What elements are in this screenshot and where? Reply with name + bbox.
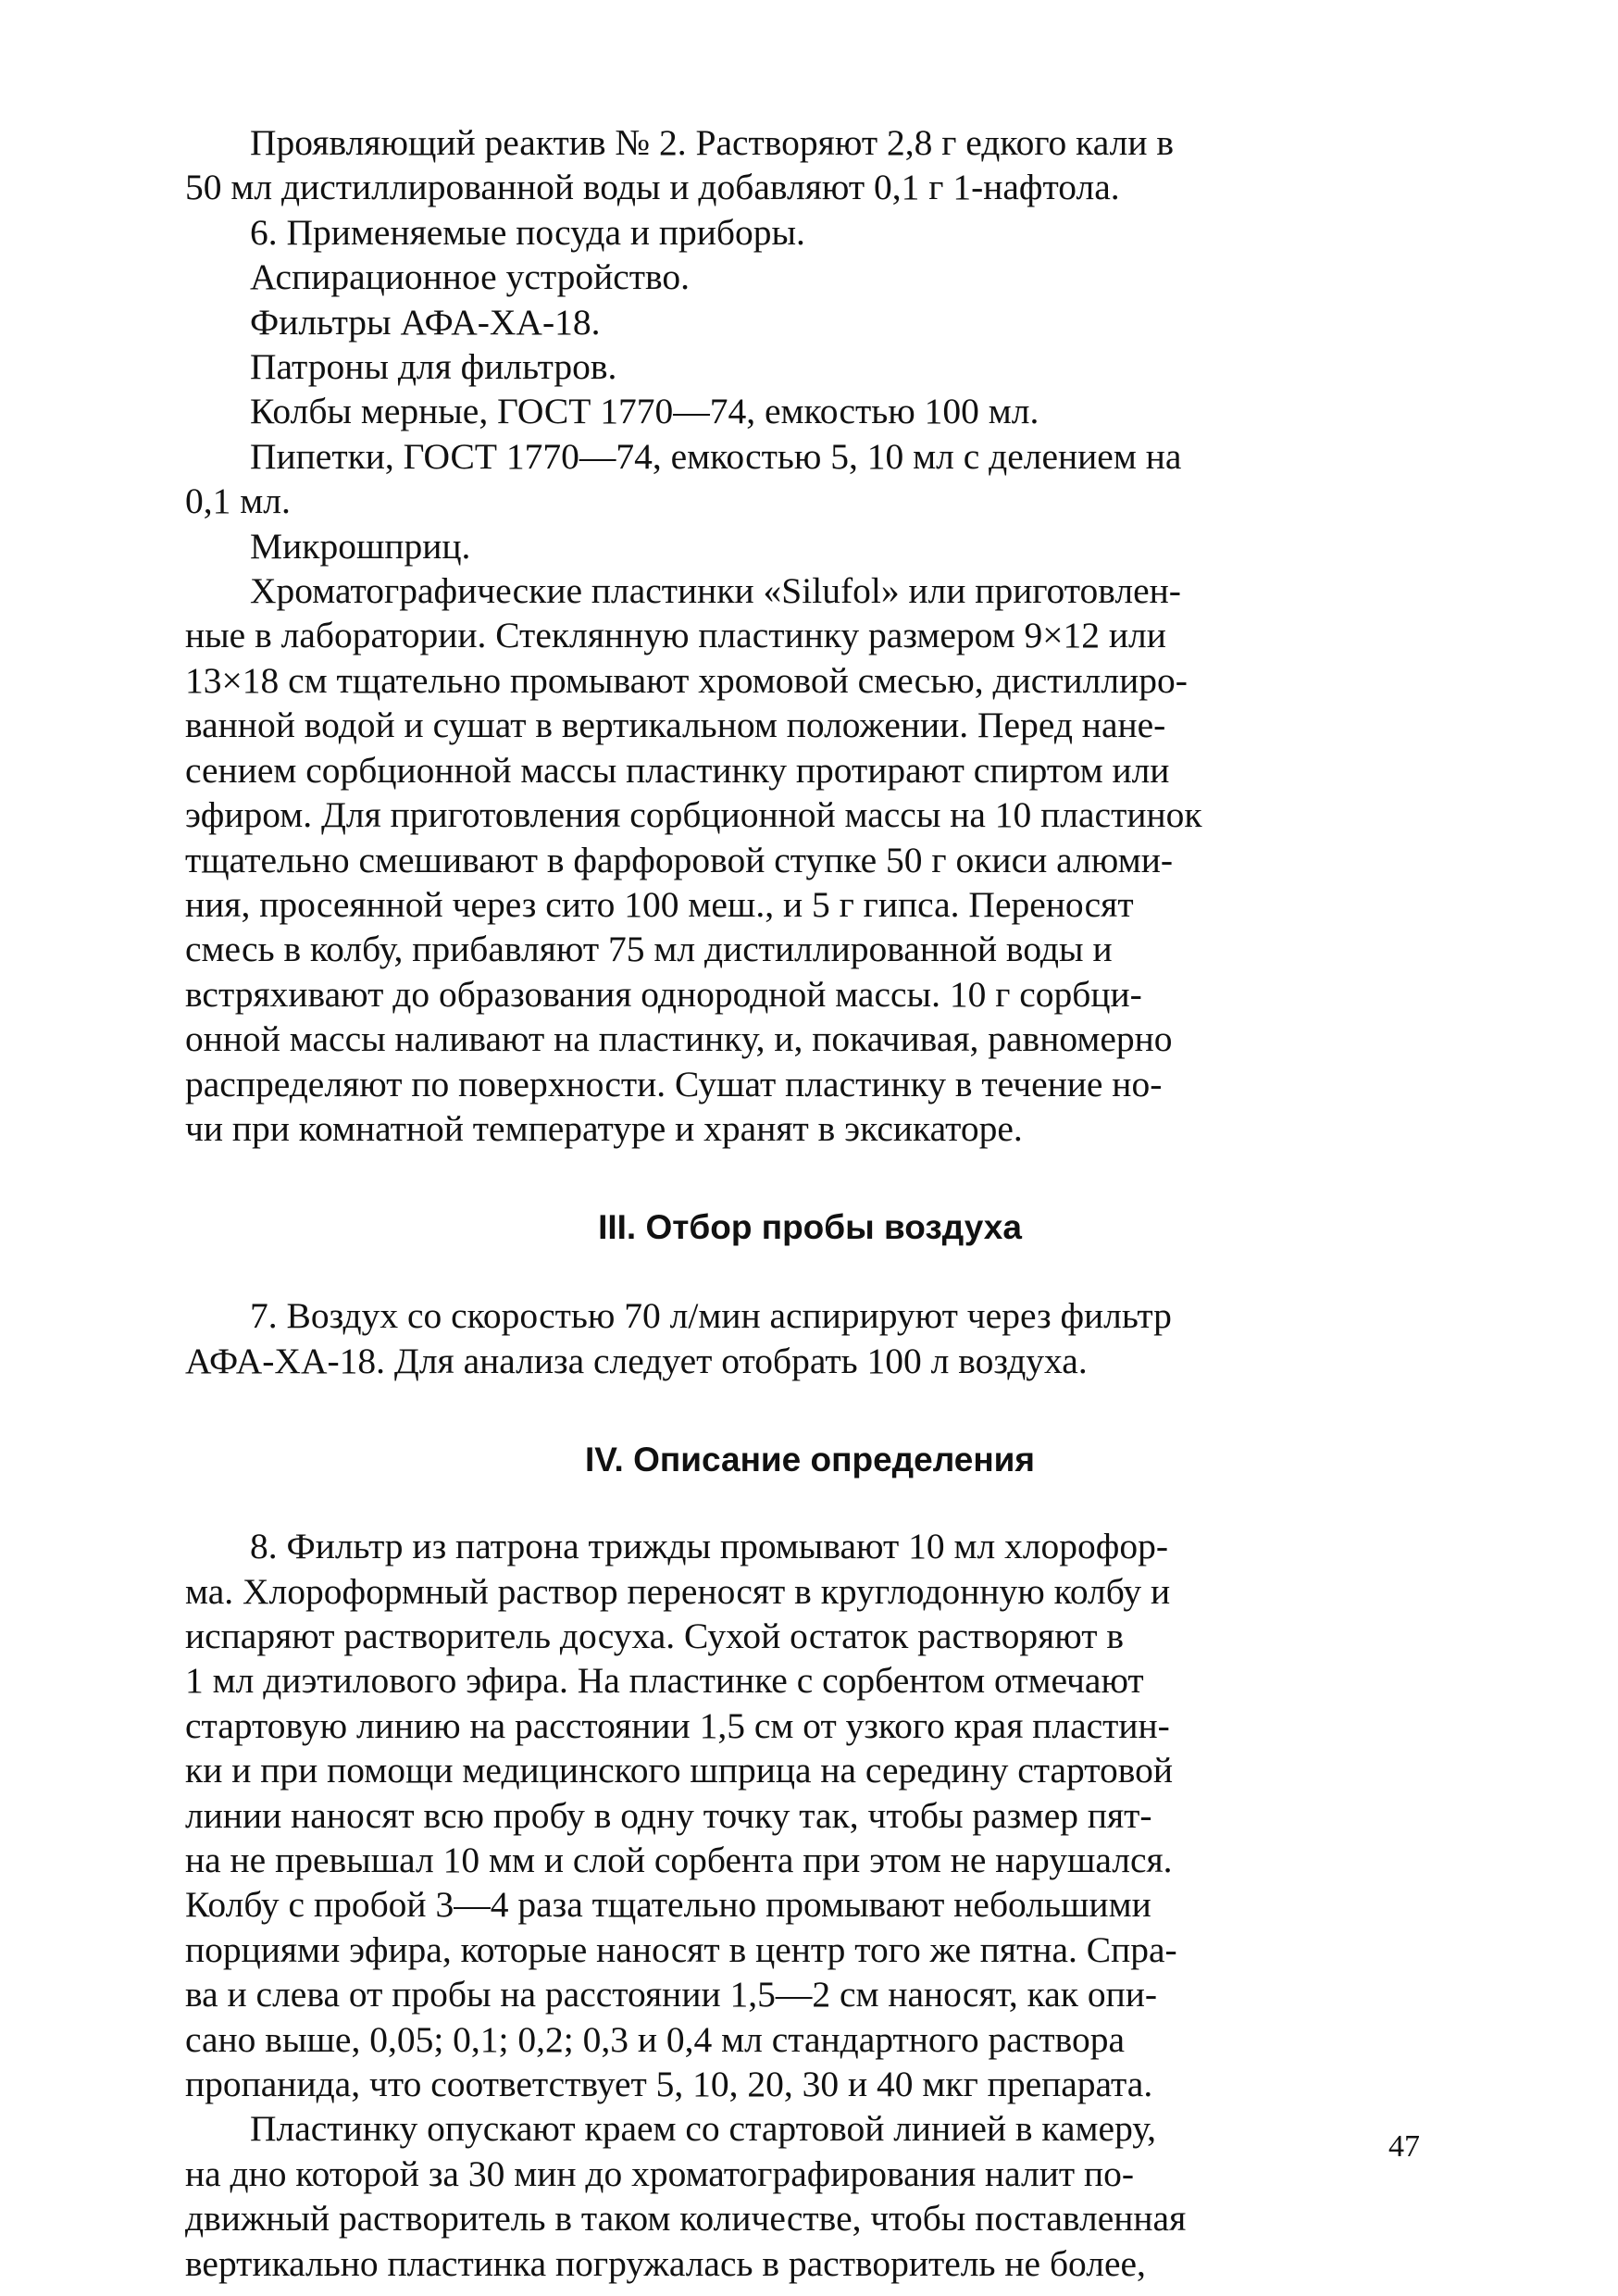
text-line: движный растворитель в таком количестве, чтобы поставленная [185, 2198, 1187, 2240]
section-heading-3: III. Отбор пробы воздуха [598, 1208, 1022, 1247]
text-line: порциями эфира, которые наносят в центр того же пятна. Спра- [185, 1928, 1177, 1970]
text-line: 6. Применяемые посуда и приборы. [250, 211, 805, 253]
text-line: ва и слева от пробы на расстоянии 1,5—2 см наносят, как опи- [185, 1974, 1158, 2015]
text-line: эфиром. Для приготовления сорбционной массы на 10 пластинок [185, 794, 1202, 836]
text-line: 8. Фильтр из патрона трижды промывают 10 мл хлорофор- [250, 1526, 1169, 1567]
text-line: ванной водой и сушат в вертикальном положении. Перед нане- [185, 705, 1166, 746]
text-line: Хроматографические пластинки «Silufol» или приготовлен- [250, 570, 1181, 612]
text-line: ки и при помощи медицинского шприца на середину стартовой [185, 1750, 1174, 1791]
text-line: ные в лаборатории. Стеклянную пластинку размером 9×12 или [185, 615, 1166, 656]
text-line: Колбы мерные, ГОСТ 1770—74, емкостью 100 мл. [250, 391, 1039, 432]
text-line: Проявляющий реактив № 2. Растворяют 2,8 г едкого кали в [250, 122, 1175, 163]
text-line: тщательно смешивают в фарфоровой ступке 50 г окиси алюми- [185, 839, 1173, 880]
text-line: встряхивают до образования однородной массы. 10 г сорбци- [185, 973, 1142, 1015]
text-line: Фильтры АФА-ХА-18. [250, 301, 601, 343]
text-line: Колбу с пробой 3—4 раза тщательно промывают небольшими [185, 1884, 1151, 1926]
page-body [185, 120, 1435, 2286]
section-3-body [185, 1293, 1435, 1383]
text-line: на дно которой за 30 мин до хроматографирования налит по- [185, 2152, 1135, 2194]
text-line: 1 мл диэтилового эфира. На пластинке с сорбентом отмечают [185, 1660, 1144, 1702]
text-line: АФА-ХА-18. Для анализа следует отобрать 100 л воздуха. [185, 1340, 1088, 1381]
text-line: на не превышал 10 мм и слой сорбента при этом не нарушался. [185, 1840, 1173, 1880]
text-line: Пластинку опускают краем со стартовой линией в камеру, [250, 2108, 1156, 2150]
text-line: линии наносят всю пробу в одну точку так, чтобы размер пят- [185, 1794, 1152, 1836]
text-line: сением сорбционной массы пластинку протирают спиртом или [185, 749, 1170, 791]
text-line: 7. Воздух со скоростью 70 л/мин аспирируют через фильтр [250, 1295, 1172, 1337]
text-line: сано выше, 0,05; 0,1; 0,2; 0,3 и 0,4 мл стандартного раствора [185, 2018, 1126, 2060]
text-line: Патроны для фильтров. [250, 346, 617, 388]
text-line: вертикально пластинка погружалась в растворитель не более, [185, 2242, 1146, 2284]
text-line: распределяют по поверхности. Сушат пластинку в течение но- [185, 1063, 1163, 1104]
text-line: Аспирационное устройство. [250, 256, 691, 298]
text-line: ния, просеянной через сито 100 меш., и 5 г гипса. Переносят [185, 883, 1134, 925]
text-line: 50 мл дистиллированной воды и добавляют 0,1 г 1-нафтола. [185, 167, 1120, 208]
text-line: Пипетки, ГОСТ 1770—74, емкостью 5, 10 мл с делением на [250, 435, 1182, 477]
text-line: ма. Хлороформный раствор переносят в круглодонную колбу и [185, 1570, 1171, 1612]
section-4-body [185, 1524, 1435, 2286]
text-line: испаряют растворитель досуха. Сухой остаток растворяют в [185, 1615, 1125, 1656]
section-heading-4: IV. Описание определения [584, 1441, 1036, 1479]
text-line: Микрошприц. [250, 525, 471, 567]
text-line: смесь в колбу, прибавляют 75 мл дистиллированной воды и [185, 929, 1113, 970]
text-line: пропанида, что соответствует 5, 10, 20, 30 и 40 мкг препарата. [185, 2064, 1153, 2105]
text-line: чи при комнатной температуре и хранят в эксикаторе. [185, 1107, 1023, 1149]
page-number: 47 [1388, 2129, 1420, 2164]
section-top [185, 120, 1435, 1151]
text-line: онной массы наливают на пластинку, и, покачивая, равномерно [185, 1018, 1173, 1060]
text-line: стартовую линию на расстоянии 1,5 см от узкого края пластин- [185, 1704, 1170, 1746]
text-line: 13×18 см тщательно промывают хромовой смесью, дистиллиро- [185, 659, 1188, 701]
text-line: 0,1 мл. [185, 480, 291, 522]
